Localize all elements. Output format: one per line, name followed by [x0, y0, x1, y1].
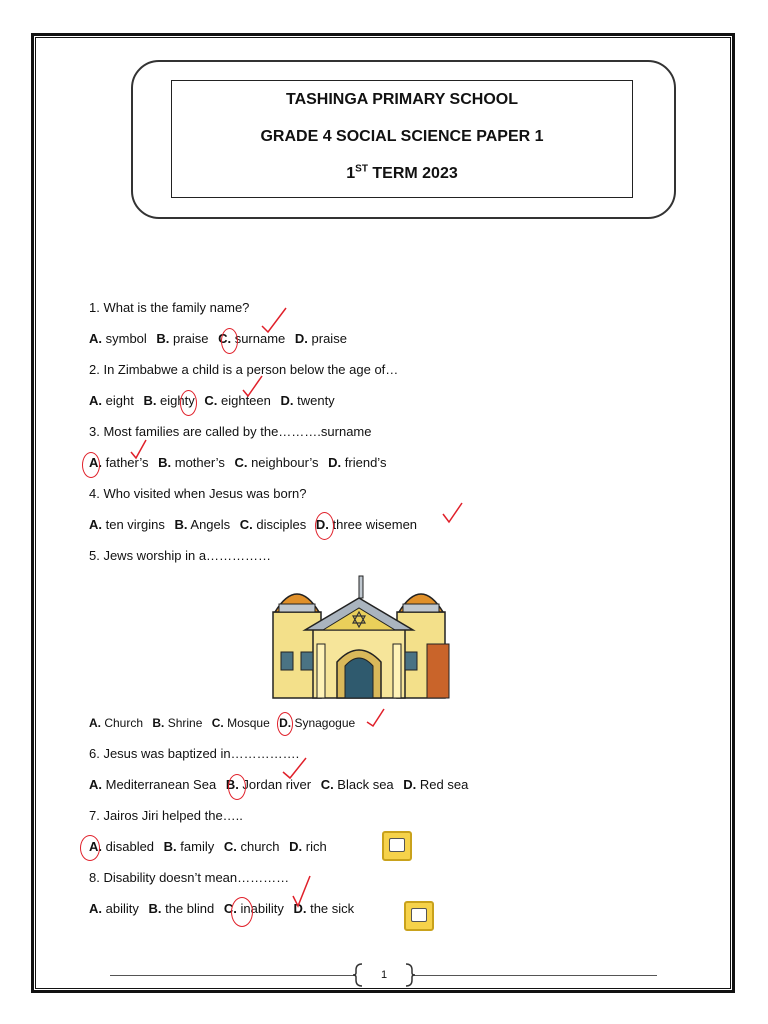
footer-rule-right: [412, 975, 657, 976]
question-1: 1. What is the family name?: [89, 300, 250, 315]
answer-circle-7: [80, 835, 100, 861]
tick-mark-5: [364, 706, 388, 730]
answer-circle-2: [180, 390, 197, 416]
answer-circle-4: [315, 512, 334, 540]
comment-note-icon[interactable]: [404, 901, 434, 931]
question-6: 6. Jesus was baptized in…………….: [89, 746, 300, 761]
header-box: [171, 80, 633, 198]
comment-note-icon[interactable]: [382, 831, 412, 861]
answer-circle-5: [277, 712, 293, 736]
options-8: A. ability B. the blind C. inability D. the sick: [89, 901, 355, 916]
options-5: A. Church B. Shrine C. Mosque D. Synagogue: [89, 716, 356, 730]
synagogue-illustration: [265, 574, 455, 702]
question-7: 7. Jairos Jiri helped the…..: [89, 808, 243, 823]
options-6: A. Mediterranean Sea B. Jordan river C. Black sea D. Red sea: [89, 777, 469, 792]
school-name: TASHINGA PRIMARY SCHOOL: [285, 91, 518, 108]
answer-circle-6: [228, 774, 246, 800]
right-edge-line: [733, 705, 735, 993]
answer-circle-8: [231, 897, 253, 927]
tick-mark-2: [240, 374, 266, 398]
tick-mark-1: [258, 306, 290, 334]
paper-title: GRADE 4 SOCIAL SCIENCE PAPER 1: [260, 128, 544, 145]
question-3: 3. Most families are called by the……….surname: [89, 424, 372, 439]
options-3: A. father’s B. mother’s C. neighbour’s D. friend’s: [89, 455, 387, 470]
question-5: 5. Jews worship in a……………: [89, 548, 272, 563]
question-4: 4. Who visited when Jesus was born?: [89, 486, 307, 501]
options-2: A. eight B. eighty C. eighteen D. twenty: [89, 393, 335, 408]
options-1: A. symbol B. praise C. surname D. praise: [89, 331, 347, 346]
right-edge-line: [733, 540, 735, 688]
tick-mark-6: [280, 756, 310, 782]
options-4: A. ten virgins B. Angels C. disciples D. three wisemen: [89, 517, 418, 532]
page-number: 1: [380, 969, 388, 981]
tick-mark-8: [290, 874, 314, 910]
term-title: 1ST TERM 2023: [346, 163, 458, 182]
footer-rule-left: [110, 975, 356, 976]
options-7: A. disabled B. family C. church D. rich: [89, 839, 327, 854]
answer-circle-3: [82, 452, 100, 478]
question-2: 2. In Zimbabwe a child is a person below the age of…: [89, 362, 399, 377]
tick-mark-4: [440, 500, 466, 526]
answer-circle-1: [221, 328, 238, 354]
tick-mark-3: [128, 438, 152, 462]
question-8: 8. Disability doesn’t mean…………: [89, 870, 290, 885]
